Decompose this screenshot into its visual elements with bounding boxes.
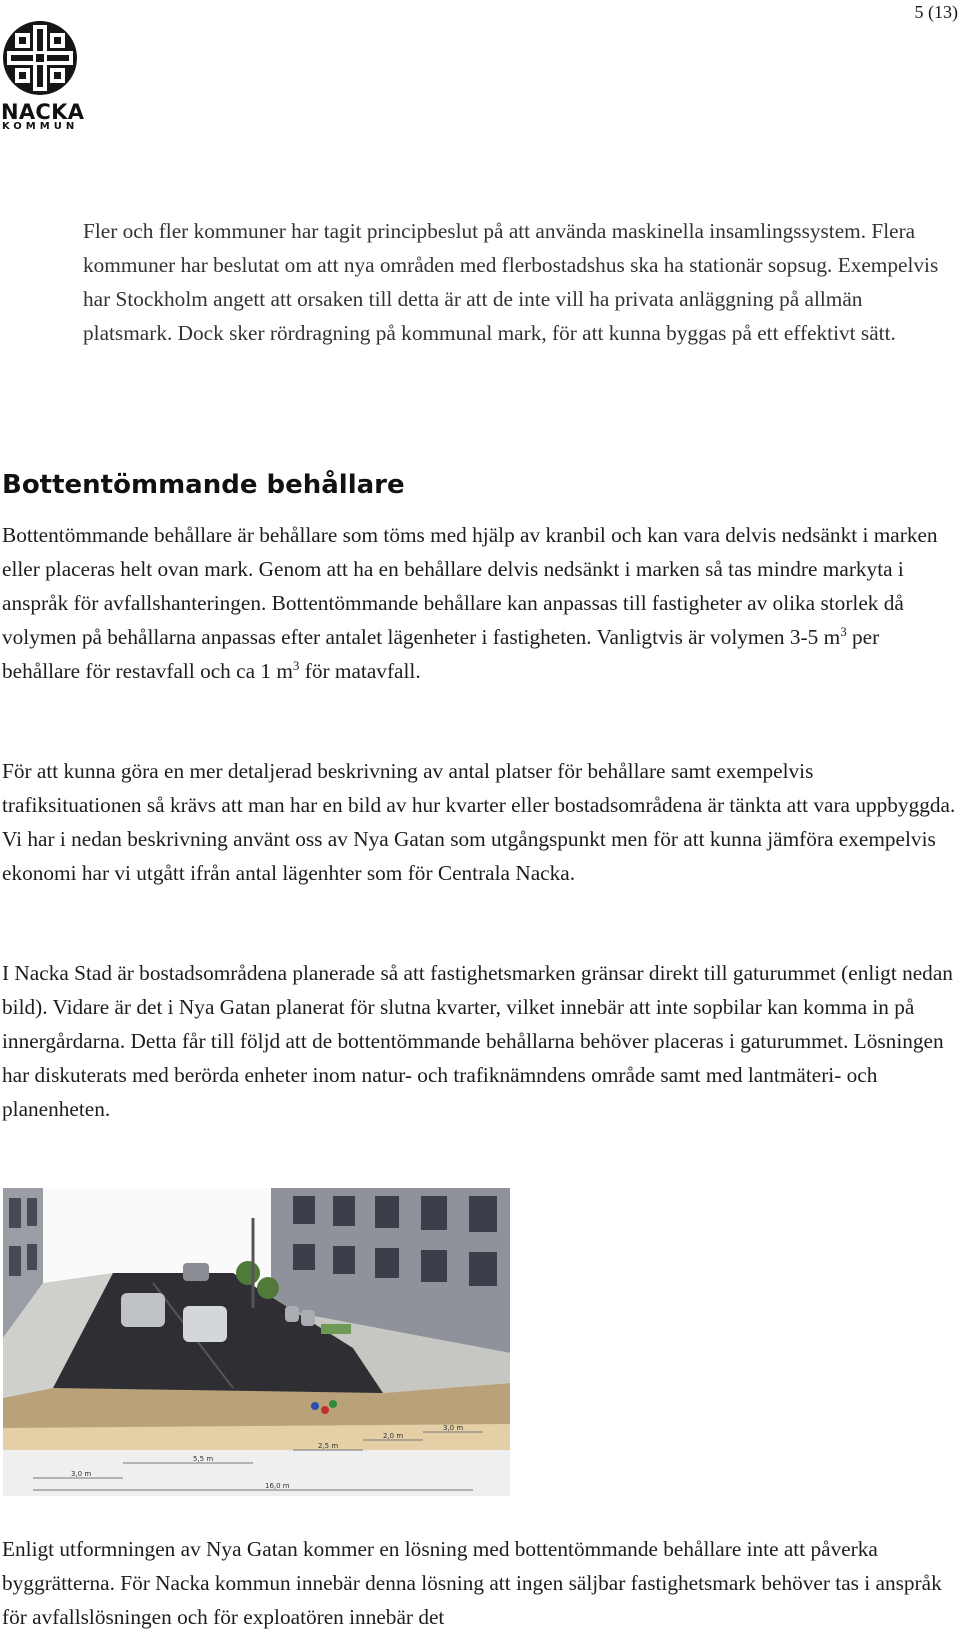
street-section-illustration	[3, 1188, 510, 1496]
paragraph-nacka-stad: I Nacka Stad är bostadsområdena planerade så att fastighetsmarken gränsar direkt till gaturummet (enligt nedan bild). Vidare är det i Nya Gatan planerat för slutna kvarter, vilket innebär att inte sopbilar kan komma in på innergårdarna. Detta får till följd att de bottentömmande behållarna behöver placeras i gaturummet. Lösningen har diskuterats med berörda enheter inom natur- och trafiknämndens område samt med lantmäteri- och planenheten.	[2, 961, 953, 1121]
logo-subtitle: KOMMUN	[2, 121, 79, 132]
dimension-label: 3,0 m	[443, 1424, 464, 1432]
superscript: 3	[840, 623, 847, 639]
municipal-emblem-icon	[2, 20, 78, 96]
section-heading: Bottentömmande behållare	[2, 470, 405, 500]
paragraph-description: För att kunna göra en mer detaljerad beskrivning av antal platser för behållare samt exempelvis trafiksituationen så krävs att man har en bild av hur kvarter eller bostadsområdena är tänkta att vara uppbyggda. Vi har i nedan beskrivning använt oss av Nya Gatan som utgångspunkt men för att kunna jämföra exempelvis ekonomi har vi utgått ifrån antal lägenhter som för Centrala Nacka.	[2, 759, 956, 885]
dimension-label: 5,5 m	[193, 1455, 214, 1463]
paragraph-text: för matavfall.	[299, 659, 421, 683]
paragraph-text: Bottentömmande behållare är behållare som töms med hjälp av kranbil och kan vara delvis nedsänkt i marken eller placeras helt ovan mark. Genom att ha en behållare delvis nedsänkt i marken så tas mindre markyta i anspråk för avfallshanteringen. Bottentömmande behållare kan anpassas till fastigheter av olika storlek då volymen på behållarna anpassas efter antalet lägenheter i fastigheten. Vanligtvis är volymen 3-5 m	[2, 523, 938, 649]
dimension-label: 16,0 m	[265, 1482, 290, 1490]
paragraph-nya-gatan: Enligt utformningen av Nya Gatan kommer en lösning med bottentömmande behållare inte att påverka byggrätterna. För Nacka kommun innebär denna lösning att ingen säljbar fastighetsmark behöver tas i anspråk för avfallslösningen och för exploatören innebär det	[2, 1537, 942, 1629]
dimension-label: 2,0 m	[383, 1432, 404, 1440]
dimension-label: 3,0 m	[71, 1470, 92, 1478]
logo-name: NACKA	[1, 100, 85, 124]
superscript: 3	[292, 657, 300, 673]
paragraph-text: per behållare för restavfall och ca 1 m	[2, 625, 880, 683]
dimension-label: 2,5 m	[318, 1442, 339, 1450]
intro-paragraph: Fler och fler kommuner har tagit principbeslut på att använda maskinella insamlingssystem. Flera kommuner har beslutat om att nya områden med flerbostadshus ska ha stationär sopsug. Exempelvis har Stockholm angett att orsaken till detta är att de inte vill ha privata anläggning på allmän platsmark. Dock sker rördragning på kommunal mark, för att kunna byggas på ett effektivt sätt.	[83, 219, 939, 345]
paragraph-container-volume	[2, 518, 958, 688]
page-number: 5 (13)	[914, 2, 958, 22]
